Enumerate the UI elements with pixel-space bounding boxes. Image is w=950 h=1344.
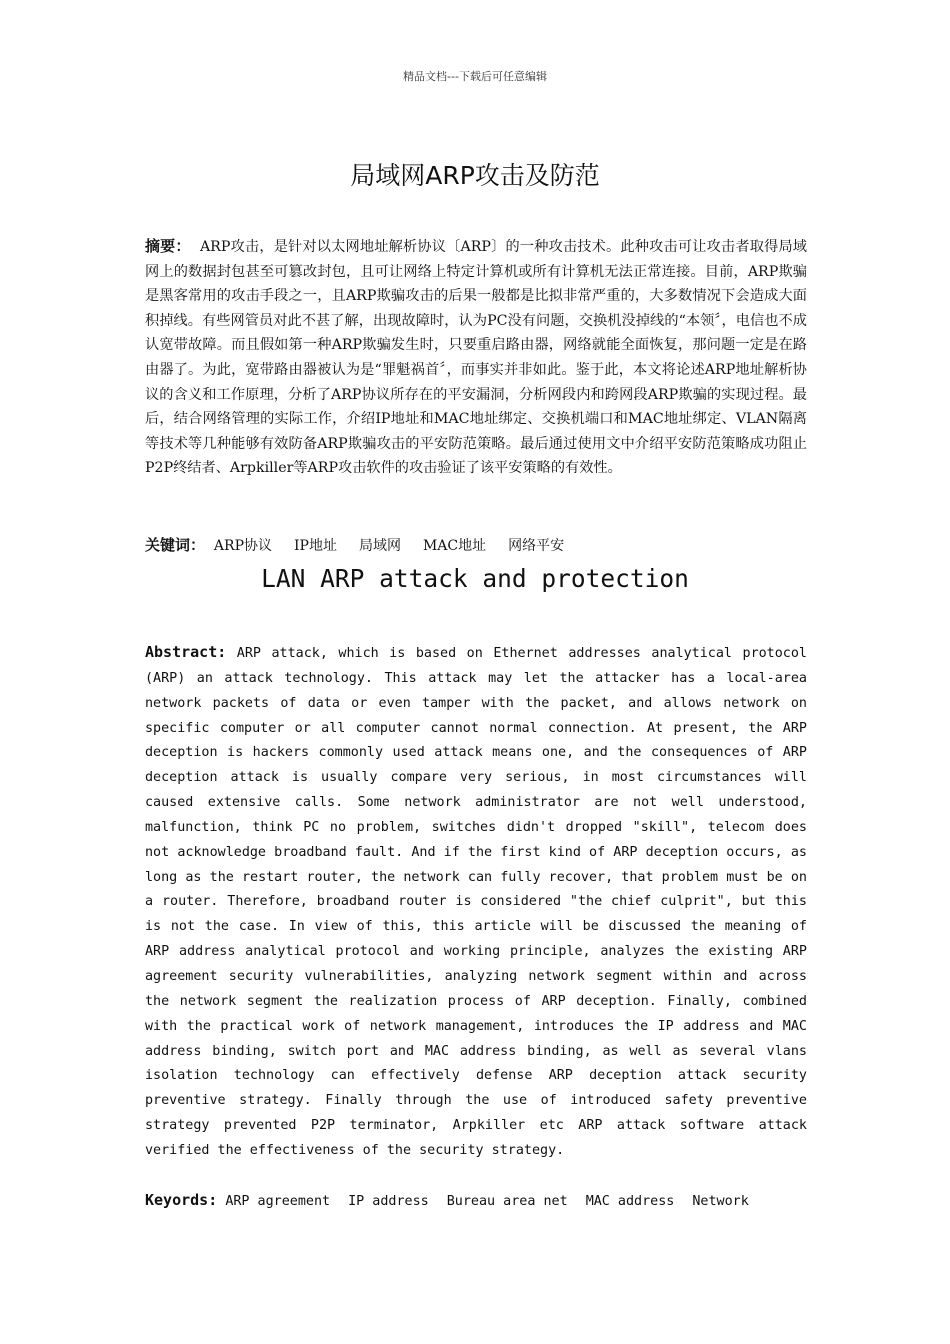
keyword-en: ARP agreement [225,1194,331,1209]
keyword-cn: 网络平安 [508,538,565,554]
abstract-en-text: ARP attack, which is based on Ethernet addresses analytical protocol (ARP) an attack technology. This attack may let the attacker has a local-area network packets of data or even tamper with the packet, and allows network on specific computer or all computer cannot normal connection. At present, the ARP deception is hackers commonly used attack means one, and the consequences of ARP deception attack is usually compare very serious, in most circumstances will caused extensive calls. Some network administrator are not well understood, malfunction, think PC no problem, switches didn't dropped "skill", telecom does not acknowledge broadband fault. And if the first kind of ARP deception occurs, as long as the restart router, the network can fully recover, that problem must be on a router. Therefore, broadband router is considered "the chief culprit", but this is not the case. In view of this, this article will be discussed the meaning of ARP address analytical protocol and working principle, analyzes the existing ARP agreement security vulnerabilities, analyzing network segment within and across the network segment the realization process of ARP deception. Finally, combined with the practical work of network management, introduces the IP address and MAC address binding, switch port and MAC address binding, as well as several vlans isolation technology can effectively defense ARP deception attack security preventive strategy. Finally through the use of introduced safety preventive strategy prevented P2P terminator, Arpkiller etc ARP attack software attack verified the effectiveness of the security strategy. [145,646,807,1158]
keyword-cn: 局域网 [358,538,401,554]
abstract-cn-label: 摘要： [145,237,191,255]
abstract-cn-text: ARP攻击，是针对以太网地址解析协议〔ARP〕的一种攻击技术。此种攻击可让攻击者取得局域网上的数据封包甚至可篡改封包，且可让网络上特定计算机或所有计算机无法正常连接。目前，ARP欺骗是黑客常用的攻击手段之一，且ARP欺骗攻击的后果一般都是比拟非常严重的，大多数情况下会造成大面积掉线。有些网管员对此不甚了解，出现故障时，认为PC没有问题，交换机没掉线的“本领〞，电信也不成认宽带故障。而且假如第一种ARP欺骗发生时，只要重启路由器，网络就能全面恢复，那问题一定是在路由器了。为此，宽带路由器被认为是“罪魁祸首〞，而事实并非如此。鉴于此，本文将论述ARP地址解析协议的含义和工作原理，分析了ARP协议所存在的平安漏洞，分析网段内和跨网段ARP欺骗的实现过程。最后，结合网络管理的实际工作，介绍IP地址和MAC地址绑定、交换机端口和MAC地址绑定、VLAN隔离等技术等几种能够有效防备ARP欺骗攻击的平安防范策略。最后通过使用文中介绍平安防范策略成功阻止P2P终结者、Arpkiller等ARP攻击软件的攻击验证了该平安策略的有效性。 [145,239,807,477]
page-title-en: LAN ARP attack and protection [261,564,689,593]
keywords-en-label: Keyords: [145,1191,218,1209]
keywords-en [145,1188,807,1214]
keyword-cn: IP地址 [294,538,337,554]
keyword-en: Bureau area net [446,1194,568,1209]
keywords-cn [145,534,807,557]
keyword-cn: MAC地址 [422,538,487,554]
keywords-cn-label: 关键词： [145,536,206,554]
keyword-en: IP address [348,1194,429,1209]
keyword-cn: ARP协议 [213,538,272,554]
header-note: 精品文档---下载后可任意编辑 [403,70,547,83]
keyword-en: MAC address [585,1194,675,1209]
abstract-en [145,640,807,1164]
keyword-en: Network [692,1194,749,1209]
abstract-cn [145,234,807,481]
page-title-cn: 局域网ARP攻击及防范 [350,161,600,190]
abstract-en-label: Abstract: [145,643,227,661]
